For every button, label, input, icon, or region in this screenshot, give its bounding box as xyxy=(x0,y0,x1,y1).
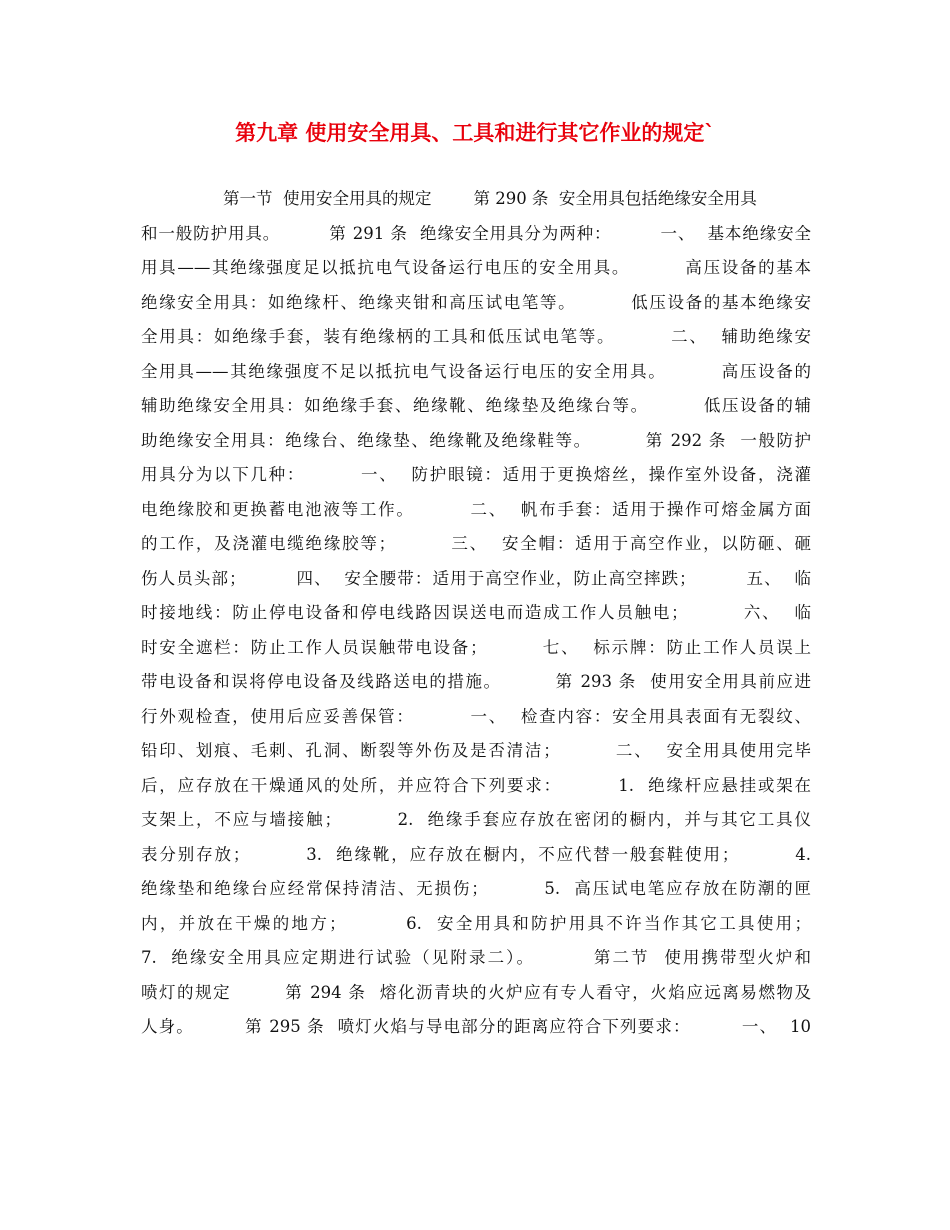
text-line: 铅印、划痕、毛刺、孔洞、断裂等外伤及是否清洁； 二、 安全用具使用完毕 xyxy=(141,741,811,760)
text-line: 时接地线：防止停电设备和停电线路因误送电而造成工作人员触电； 六、 临 xyxy=(141,603,811,622)
body-paragraph xyxy=(141,182,811,1045)
text-line: 人身。 第 295 条 喷灯火焰与导电部分的距离应符合下列要求： 一、 10 xyxy=(141,1017,811,1036)
text-line: 内，并放在干燥的地方； 6. 安全用具和防护用具不许当作其它工具使用； xyxy=(141,913,811,933)
text-line: 带电设备和误将停电设备及线路送电的措施。 第 293 条 使用安全用具前应进 xyxy=(141,672,811,691)
text-line: 的工作，及浇灌电缆绝缘胶等； 三、 安全帽：适用于高空作业，以防砸、砸 xyxy=(141,534,811,553)
text-line: 和一般防护用具。 第 291 条 绝缘安全用具分为两种： 一、 基本绝缘安全 xyxy=(141,223,811,243)
chapter-title: 第九章 使用安全用具、工具和进行其它作业的规定` xyxy=(235,121,715,145)
text-line: 伤人员头部； 四、 安全腰带：适用于高空作业，防止高空摔跌； 五、 临 xyxy=(141,568,811,588)
text-line: 7. 绝缘安全用具应定期进行试验（见附录二）。 第二节 使用携带型火炉和 xyxy=(141,948,811,967)
text-line: 支架上，不应与墙接触； 2. 绝缘手套应存放在密闭的橱内，并与其它工具仪 xyxy=(141,810,811,829)
text-line: 全用具——其绝缘强度不足以抵抗电气设备运行电压的安全用具。 高压设备的 xyxy=(141,361,811,381)
text-line: 喷灯的规定 第 294 条 熔化沥青块的火炉应有专人看守，火焰应远离易燃物及 xyxy=(141,982,811,1002)
text-line: 用具——其绝缘强度足以抵抗电气设备运行电压的安全用具。 高压设备的基本 xyxy=(141,258,811,277)
text-line: 时安全遮栏：防止工作人员误触带电设备； 七、 标示牌：防止工作人员误上 xyxy=(141,637,811,657)
text-line: 助绝缘安全用具：绝缘台、绝缘垫、绝缘靴及绝缘鞋等。 第 292 条 一般防护 xyxy=(141,430,811,450)
text-line: 用具分为以下几种： 一、 防护眼镜：适用于更换熔丝，操作室外设备，浇灌 xyxy=(141,465,811,484)
text-line: 绝缘安全用具：如绝缘杆、绝缘夹钳和高压试电笔等。 低压设备的基本绝缘安 xyxy=(141,292,811,312)
text-line: 辅助绝缘安全用具：如绝缘手套、绝缘靴、绝缘垫及绝缘台等。 低压设备的辅 xyxy=(141,396,811,415)
text-line: 绝缘垫和绝缘台应经常保持清洁、无损伤； 5. 高压试电笔应存放在防潮的匣 xyxy=(141,879,811,898)
text-line: 全用具：如绝缘手套，装有绝缘柄的工具和低压试电笔等。 二、 辅助绝缘安 xyxy=(141,327,811,346)
text-line: 后，应存放在干燥通风的处所，并应符合下列要求： 1. 绝缘杆应悬挂或架在 xyxy=(141,775,811,795)
text-line: 表分别存放； 3. 绝缘靴，应存放在橱内，不应代替一般套鞋使用； 4. xyxy=(141,844,811,864)
text-line: 电绝缘胶和更换蓄电池液等工作。 二、 帆布手套：适用于操作可熔金属方面 xyxy=(141,499,811,519)
text-line: 第一节 使用安全用具的规定 第 290 条 安全用具包括绝缘安全用具 xyxy=(223,189,757,208)
text-line: 行外观检查，使用后应妥善保管： 一、 检查内容：安全用具表面有无裂纹、 xyxy=(141,706,811,726)
